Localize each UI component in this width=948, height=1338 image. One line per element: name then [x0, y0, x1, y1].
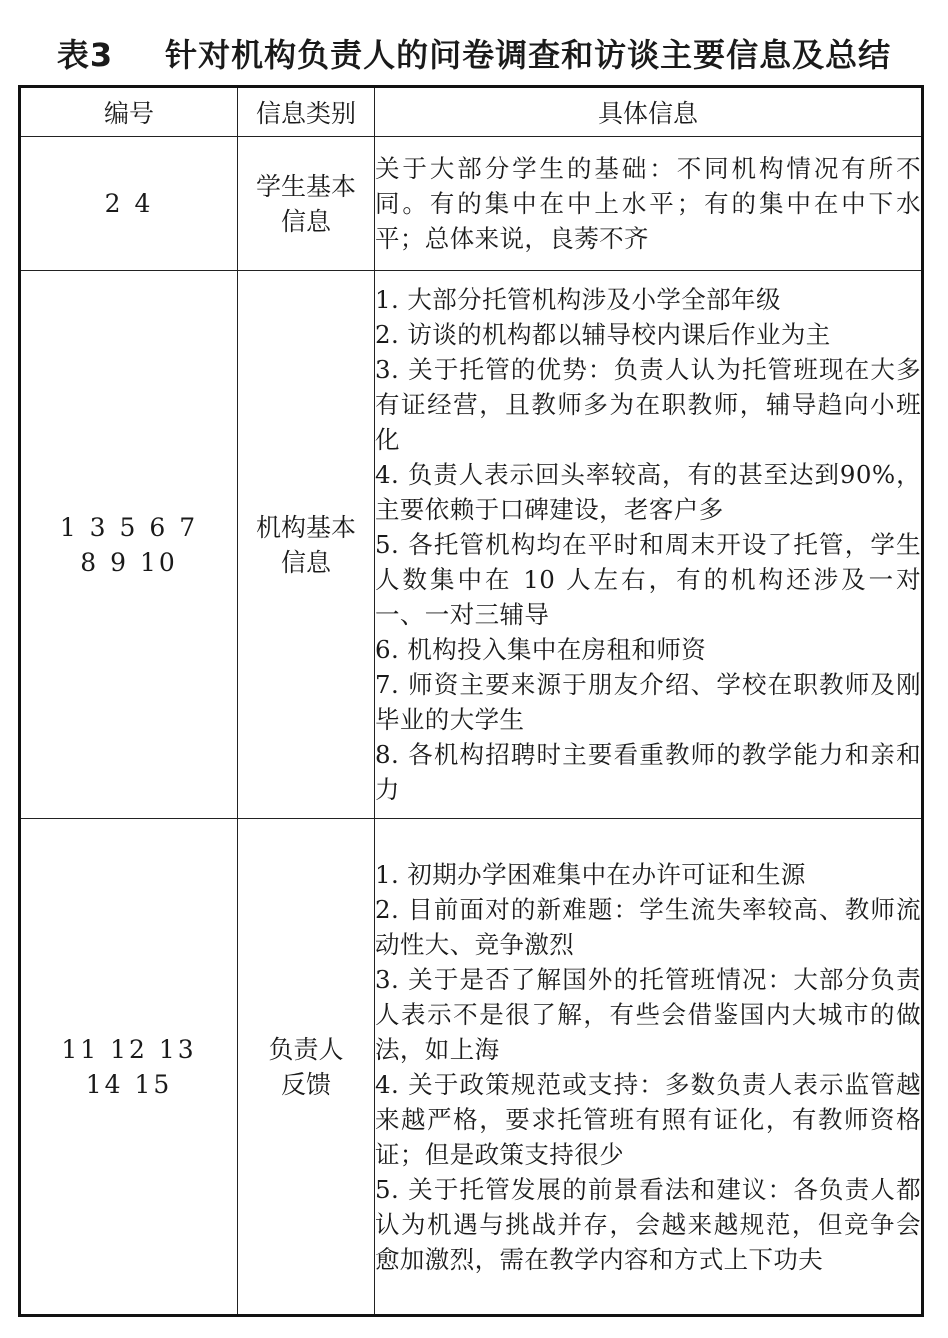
detail-item: 关于大部分学生的基础：不同机构情况有所不同。有的集中在中上水平；有的集中在中下水平；总体来说，良莠不齐	[375, 154, 921, 253]
table-row	[20, 819, 923, 1316]
table-row	[20, 271, 923, 819]
table-number: 表3	[56, 36, 114, 74]
header-id: 编号	[20, 87, 238, 137]
detail-item: 8. 各机构招聘时主要看重教师的教学能力和亲和力	[375, 740, 921, 804]
id-line: 11 12 13	[61, 1034, 197, 1064]
header-category: 信息类别	[238, 87, 375, 137]
detail-item: 4. 负责人表示回头率较高，有的甚至达到90%，主要依赖于口碑建设，老客户多	[375, 460, 921, 524]
id-line: 8 9 10	[80, 547, 178, 577]
detail-item: 2. 访谈的机构都以辅导校内课后作业为主	[375, 320, 831, 349]
detail-item: 3. 关于托管的优势：负责人认为托管班现在大多有证经营，且教师多为在职教师，辅导趋向小班化	[375, 355, 921, 454]
category-line: 信息	[280, 206, 331, 236]
detail-item: 1. 大部分托管机构涉及小学全部年级	[375, 285, 781, 314]
category-line: 学生基本	[255, 171, 356, 201]
row-detail	[375, 819, 923, 1316]
detail-item: 1. 初期办学困难集中在办许可证和生源	[375, 859, 806, 889]
detail-item: 5. 各托管机构均在平时和周末开设了托管，学生人数集中在 10 人左右，有的机构还涉及一对一、一对三辅导	[375, 530, 921, 629]
detail-item: 2. 目前面对的新难题：学生流失率较高、教师流动性大、竞争激烈	[375, 894, 921, 959]
row-category	[238, 819, 375, 1316]
detail-item: 6. 机构投入集中在房租和师资	[375, 635, 707, 664]
detail-item: 7. 师资主要来源于朋友介绍、学校在职教师及刚毕业的大学生	[375, 670, 921, 734]
category-line: 反馈	[280, 1069, 331, 1099]
table-row	[20, 137, 923, 271]
row-detail	[375, 271, 923, 819]
detail-item: 3. 关于是否了解国外的托管班情况：大部分负责人表示不是很了解，有些会借鉴国内大城市的做法，如上海	[375, 964, 921, 1064]
row-category	[238, 271, 375, 819]
category-line: 机构基本	[255, 512, 356, 542]
header-row	[20, 87, 923, 137]
info-table	[18, 85, 924, 1317]
id-line: 14 15	[85, 1069, 173, 1099]
row-ids	[20, 271, 238, 819]
detail-item: 4. 关于政策规范或支持：多数负责人表示监管越来越严格，要求托管班有照有证化，有教师资格证；但是政策支持很少	[375, 1069, 921, 1169]
id-line: 1 3 5 6 7	[59, 512, 199, 542]
category-line: 信息	[280, 547, 331, 577]
detail-item: 5. 关于托管发展的前景看法和建议：各负责人都认为机遇与挑战并存，会越来越规范，但竞争会愈加激烈，需在教学内容和方式上下功夫	[375, 1174, 921, 1274]
id-line: 2 4	[104, 189, 154, 218]
table-title	[0, 30, 948, 80]
category-line: 负责人	[268, 1034, 344, 1064]
row-detail	[375, 137, 923, 271]
row-category	[238, 137, 375, 271]
table-caption: 针对机构负责人的问卷调查和访谈主要信息及总结	[165, 36, 892, 74]
row-ids	[20, 137, 238, 271]
row-ids	[20, 819, 238, 1316]
header-detail: 具体信息	[375, 87, 923, 137]
